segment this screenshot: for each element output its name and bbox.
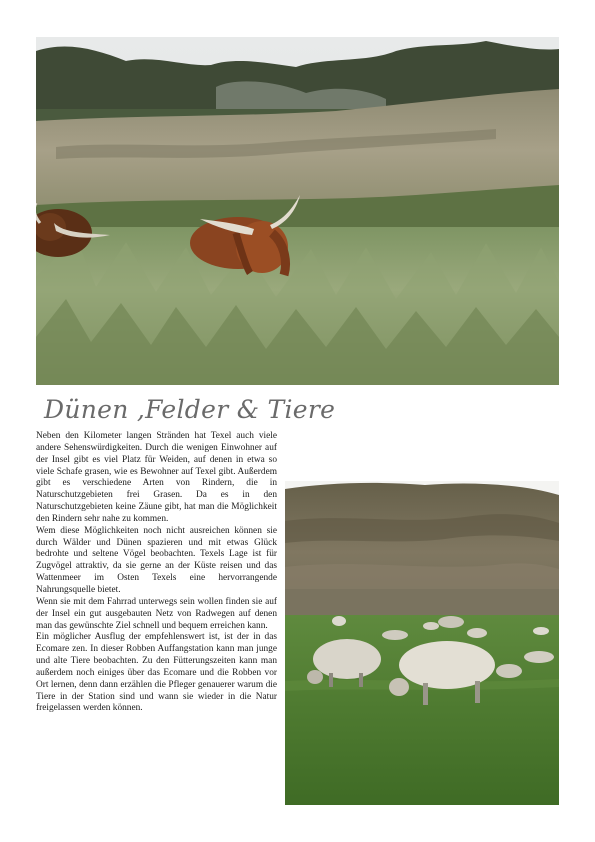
highland-cattle-photo [36, 37, 559, 385]
paragraph: Neben den Kilometer langen Stränden hat Texel auch viele andere Sehenswürdigkeiten. Durch die wenigen Einwohner auf der Insel gibt es viel Platz für Weiden, auf denen in etwa so viele Schafe grasen, wie es Bewohner auf Texel gibt. Außerdem gibt es verschiedene Arten von Rindern, die in Naturschutzgebieten frei Grasen. Da es in den Naturschutzgebieten keine Zäune gibt, hat man die Möglichkeit den Rindern sehr nahe zu kommen. [36, 431, 277, 524]
paragraph: Wem diese Möglichkeiten noch nicht ausreichen können sie durch Wälder und Dünen spazieren und mit etwas Glück bedrohte und seltene Vögel beobachten. Texels Lage ist für Zugvögel attraktiv, da sie gerne an der Küste reisen und das Wattenmeer im Osten Texels eine hervorrangende Nahrungsquelle bietet. [36, 525, 277, 595]
sheep-meadow-photo [285, 481, 559, 805]
article-title: Dünen ,Felder & Tiere [44, 395, 336, 424]
paragraph: Wenn sie mit dem Fahrrad unterwegs sein wollen finden sie auf der Insel ein gut ausgebauten Netz von Radwegen auf denen man das gewünschte Ziel schnell und bequem erreichen kann. [36, 596, 277, 631]
paragraph: Ein möglicher Ausflug der empfehlenswert ist, ist der in das Ecomare zen. In dieser Robben Auffangstation kann man junge und alte Tiere beobachten. Zu den Fütterungszeiten kann man außerdem noch einiges über das Ecomare und die Robben vor Ort lernen, denn dann erzählen die Pfleger genauerer warum die Tiere in der Station sind und wann sie wieder in die Natur freigelassen werden können. [36, 632, 277, 714]
article-body [36, 431, 277, 715]
